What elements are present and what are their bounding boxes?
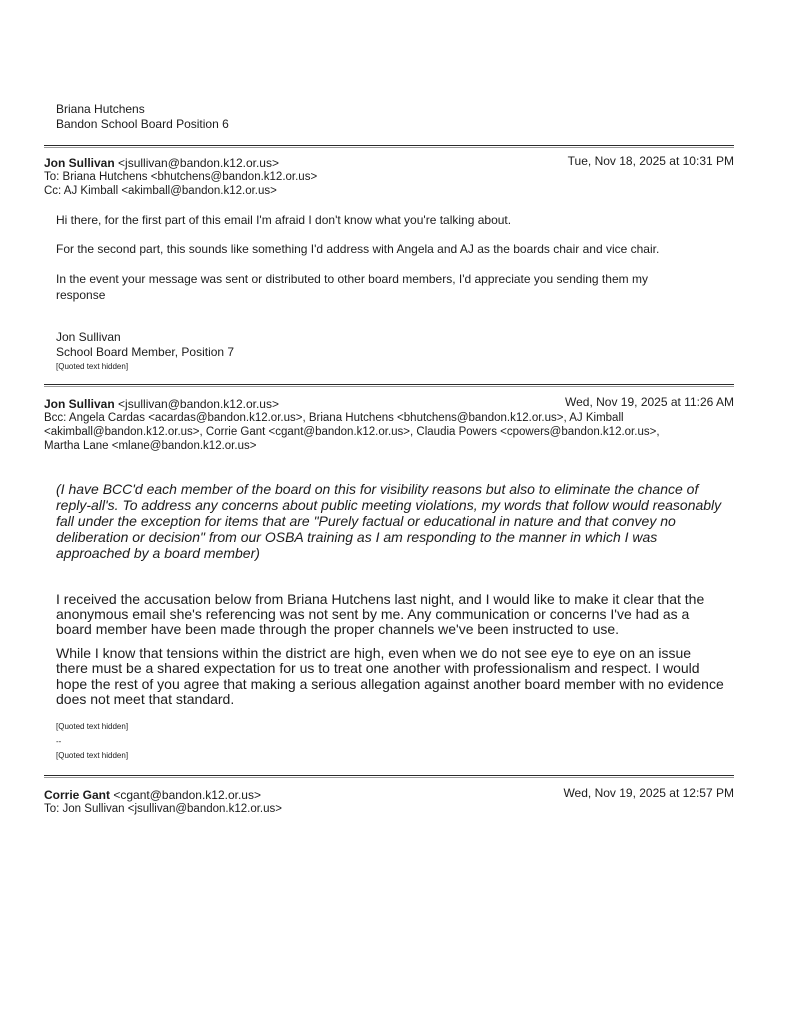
email2-sender-email: <jsullivan@bandon.k12.or.us> xyxy=(118,397,279,411)
email2-para2-line-4: does not meet that standard. xyxy=(56,691,235,707)
divider-shadow xyxy=(44,777,734,778)
email2-italic-line-3: fall under the exception for items that are "Purely factual or educational in nature and that convey no xyxy=(56,513,676,529)
email1-paragraph-2: For the second part, this sounds like something I'd address with Angela and AJ as the boards chair and vice chair. xyxy=(56,242,660,256)
divider xyxy=(44,384,734,385)
email2-sender-name: Jon Sullivan xyxy=(44,397,115,411)
email1-date: Tue, Nov 18, 2025 at 10:31 PM xyxy=(567,154,734,168)
email2-para2-line-2: there must be a shared expectation for us to treat one another with professionalism and respect. I would xyxy=(56,660,700,676)
email1-quoted-text[interactable]: [Quoted text hidden] xyxy=(56,362,129,371)
email1-signature-name: Jon Sullivan xyxy=(56,330,121,344)
email2-quoted-text-2[interactable]: [Quoted text hidden] xyxy=(56,751,129,760)
email2-separator: -- xyxy=(56,737,62,746)
divider xyxy=(44,145,734,146)
divider-shadow xyxy=(44,386,734,387)
email3-sender xyxy=(44,788,261,802)
email1-sender xyxy=(44,156,279,170)
email3-sender-email: <cgant@bandon.k12.or.us> xyxy=(113,788,261,802)
email2-bcc-line-1: Bcc: Angela Cardas <acardas@bandon.k12.or.us>, Briana Hutchens <bhutchens@bandon.k12.or.us>, AJ Kimball xyxy=(44,412,624,424)
email2-para1-line-3: board member have been made through the proper channels we've been instructed to use. xyxy=(56,621,620,637)
email2-italic-line-1: (I have BCC'd each member of the board on this for visibility reasons but also to eliminate the chance of xyxy=(56,481,699,497)
email1-to: To: Briana Hutchens <bhutchens@bandon.k12.or.us> xyxy=(44,171,318,183)
email1-cc: Cc: AJ Kimball <akimball@bandon.k12.or.us> xyxy=(44,185,277,197)
email1-paragraph-3: In the event your message was sent or distributed to other board members, I'd appreciate you sending them my response xyxy=(56,272,648,302)
email2-para2-line-3: hope the rest of you agree that making a serious allegation against another board member with no evidence xyxy=(56,676,724,692)
email2-quoted-text-1[interactable]: [Quoted text hidden] xyxy=(56,722,129,731)
email1-paragraph-1: Hi there, for the first part of this email I'm afraid I don't know what you're talking about. xyxy=(56,213,512,227)
email2-date: Wed, Nov 19, 2025 at 11:26 AM xyxy=(565,395,734,409)
email3-sender-name: Corrie Gant xyxy=(44,788,111,802)
email3-to: To: Jon Sullivan <jsullivan@bandon.k12.or.us> xyxy=(44,803,282,815)
email2-para2-line-1: While I know that tensions within the district are high, even when we do not see eye to eye on an issue xyxy=(56,645,692,661)
email1-signature-title: School Board Member, Position 7 xyxy=(56,345,235,359)
top-signature-name: Briana Hutchens xyxy=(56,102,145,116)
email2-bcc-line-2: <akimball@bandon.k12.or.us>, Corrie Gant <cgant@bandon.k12.or.us>, Claudia Powers <cpowers@bandon.k12.or.us>, xyxy=(44,426,660,438)
email2-italic-line-5: approached by a board member) xyxy=(56,545,260,561)
email2-bcc-line-3: Martha Lane <mlane@bandon.k12.or.us> xyxy=(44,440,257,452)
email1-sender-email: <jsullivan@bandon.k12.or.us> xyxy=(118,156,279,170)
email2-para1-line-1: I received the accusation below from Briana Hutchens last night, and I would like to make it clear that the xyxy=(56,591,705,607)
top-signature-title: Bandon School Board Position 6 xyxy=(56,117,229,131)
email2-para1-line-2: anonymous email she's referencing was not sent by me. Any communication or concerns I've had as a xyxy=(56,606,690,622)
email2-italic-line-4: deliberation or decision" from our OSBA training as I am responding to the manner in which I was xyxy=(56,529,658,545)
email2-italic-line-2: reply-all's. To address any concerns about public meeting violations, my words that follow would reasonably xyxy=(56,497,722,513)
email1-sender-name: Jon Sullivan xyxy=(44,156,115,170)
divider xyxy=(44,775,734,776)
email2-sender xyxy=(44,397,279,411)
divider-shadow xyxy=(44,147,734,148)
email3-date: Wed, Nov 19, 2025 at 12:57 PM xyxy=(563,786,734,800)
